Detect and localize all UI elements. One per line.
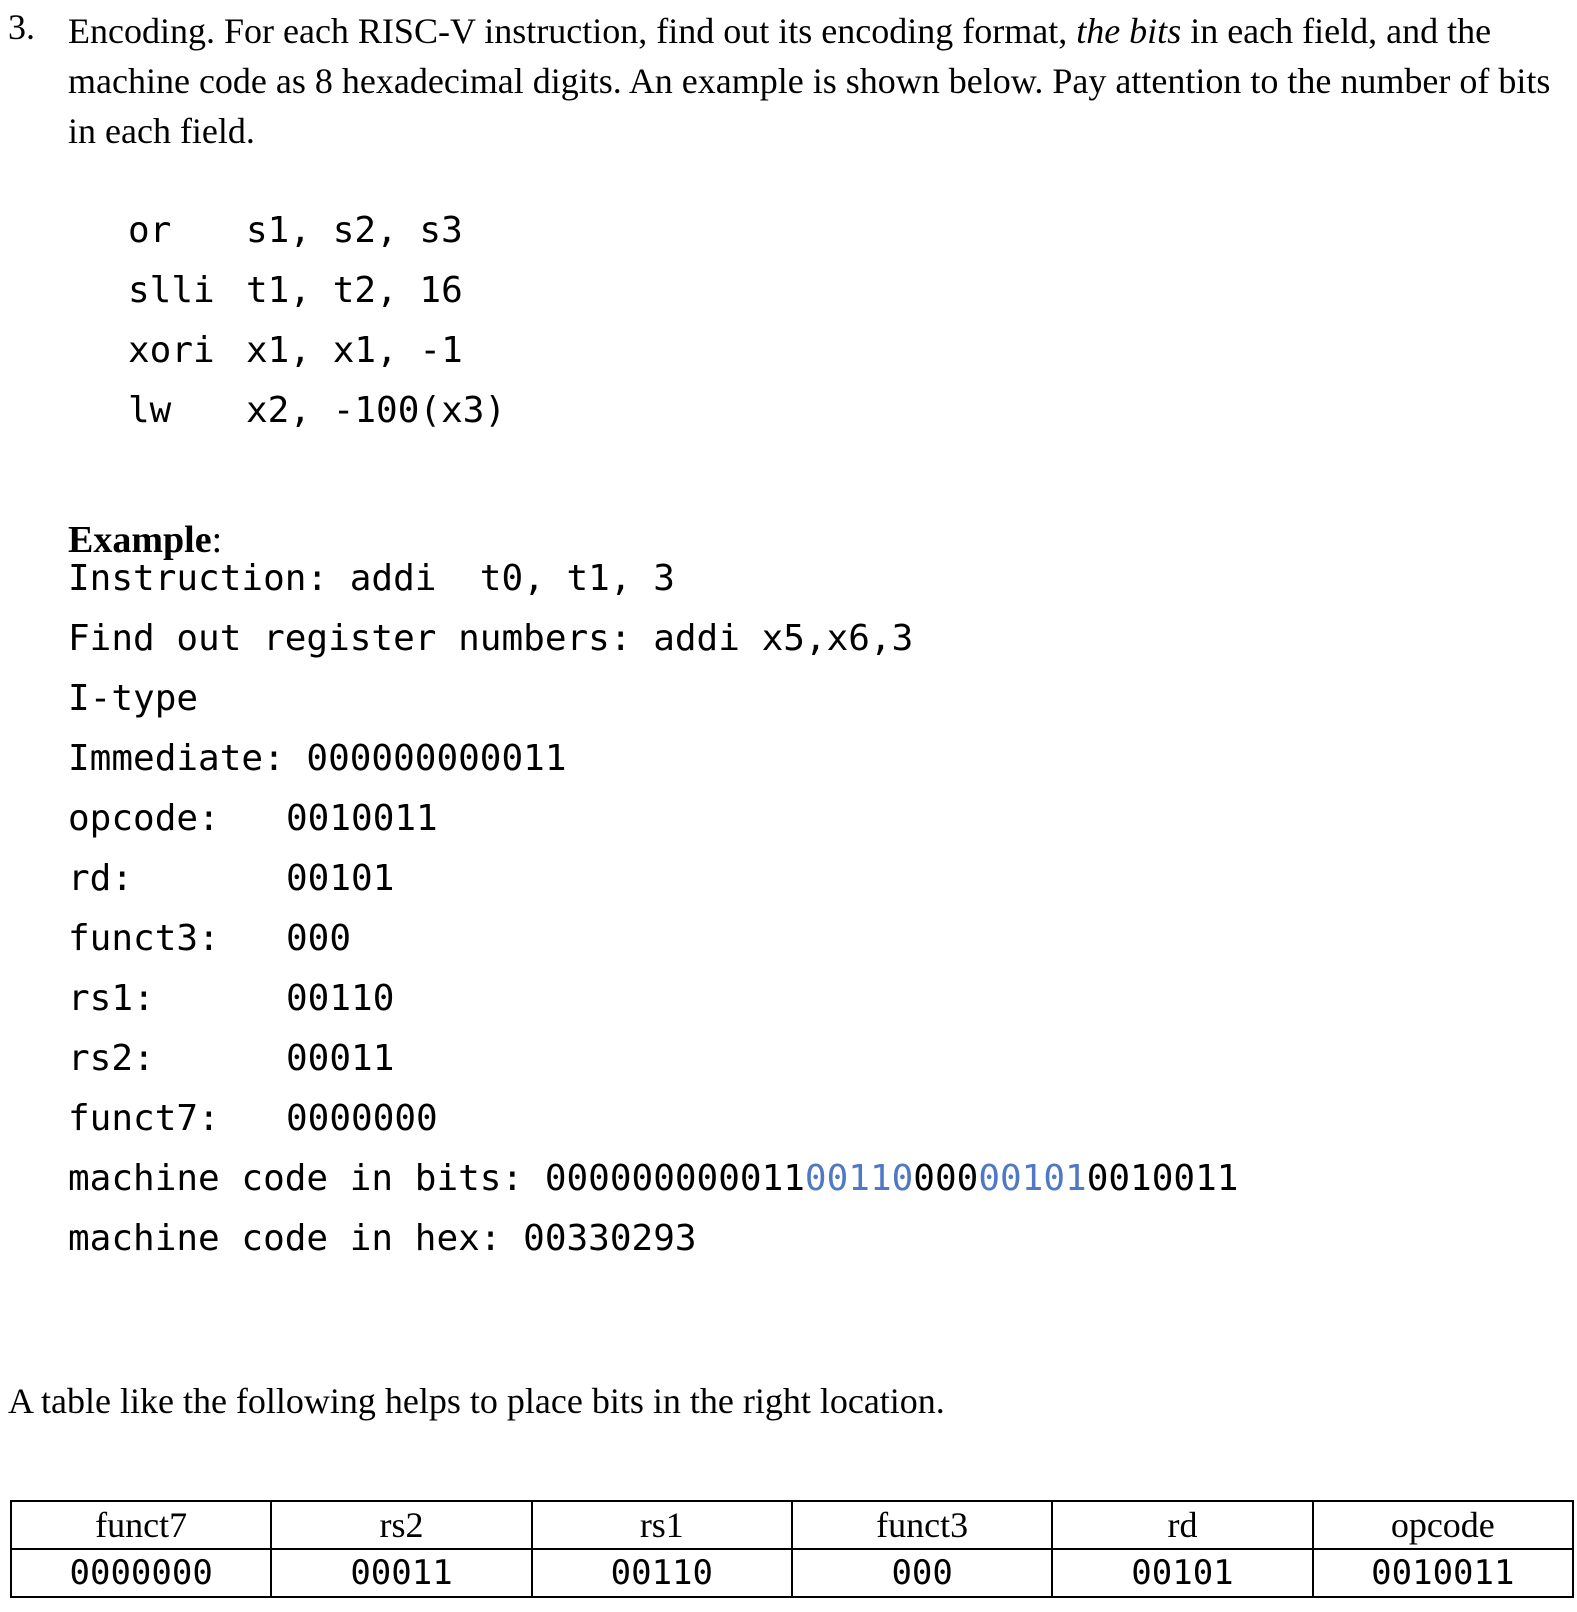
field-value: 00011: [286, 1038, 395, 1079]
instruction-op: or: [128, 210, 172, 251]
example-field: [68, 978, 394, 1019]
example-field: [68, 798, 438, 839]
question-text-part1: Encoding. For each RISC-V instruction, find out its encoding format,: [68, 11, 1077, 51]
value-opcode: 0010011: [1313, 1549, 1573, 1597]
example-field: [68, 1038, 394, 1079]
example-heading: [68, 518, 222, 562]
header-rs1: rs1: [532, 1501, 792, 1549]
header-funct7: funct7: [11, 1501, 271, 1549]
value-rs2: 00011: [271, 1549, 531, 1597]
value-funct7: 0000000: [11, 1549, 271, 1597]
instruction-line: [128, 390, 506, 431]
value-rs1: 00110: [532, 1549, 792, 1597]
field-name: rs1:: [68, 978, 155, 1019]
field-value: 000: [286, 918, 352, 959]
encoding-table-header-row: [11, 1501, 1573, 1549]
example-instruction: Instruction: addi t0, t1, 3: [68, 558, 675, 599]
table-caption: A table like the following helps to place bits in the right location.: [8, 1381, 945, 1421]
instruction-line: [128, 210, 463, 251]
field-value: 0010011: [286, 798, 438, 839]
machine-code-hex: machine code in hex: 00330293: [68, 1218, 697, 1259]
field-value: 00101: [286, 858, 395, 899]
example-label: Example: [68, 519, 212, 561]
example-register-numbers: Find out register numbers: addi x5,x6,3: [68, 618, 914, 659]
example-type: I-type: [68, 678, 199, 719]
instruction-line: [128, 270, 463, 311]
bits-rs1: 00110: [804, 1158, 914, 1199]
encoding-table: [10, 1500, 1574, 1598]
question-number: 3.: [8, 7, 35, 47]
field-name: funct7:: [68, 1098, 220, 1139]
bits-label: machine code in bits:: [68, 1158, 545, 1199]
field-name: rd:: [68, 858, 134, 899]
value-funct3: 000: [792, 1549, 1052, 1597]
example-immediate: Immediate: 000000000011: [68, 738, 567, 779]
encoding-table-value-row: [11, 1549, 1573, 1597]
question-text-italic: the bits: [1076, 11, 1182, 51]
field-name: opcode:: [68, 798, 220, 839]
instruction-args: x1, x1, -1: [246, 330, 463, 371]
example-field: [68, 1098, 438, 1139]
machine-code-bits: [68, 1158, 1238, 1199]
field-name: rs2:: [68, 1038, 155, 1079]
header-funct3: funct3: [792, 1501, 1052, 1549]
value-rd: 00101: [1052, 1549, 1312, 1597]
instruction-args: x2, -100(x3): [246, 390, 507, 431]
instruction-args: t1, t2, 16: [246, 270, 463, 311]
header-opcode: opcode: [1313, 1501, 1573, 1549]
instruction-op: lw: [128, 390, 172, 431]
bits-rd: 00101: [978, 1158, 1087, 1199]
header-rd: rd: [1052, 1501, 1312, 1549]
instruction-op: xori: [128, 330, 215, 371]
bits-opcode: 0010011: [1086, 1158, 1239, 1199]
header-rs2: rs2: [271, 1501, 531, 1549]
instruction-args: s1, s2, s3: [246, 210, 463, 251]
example-label-colon: :: [211, 519, 223, 561]
example-field: [68, 858, 394, 899]
bits-funct3: 000: [913, 1158, 979, 1199]
bits-immediate: 000000000011: [544, 1158, 805, 1199]
field-value: 0000000: [286, 1098, 438, 1139]
example-field: [68, 918, 351, 959]
field-value: 00110: [286, 978, 395, 1019]
instruction-op: slli: [128, 270, 215, 311]
question-text-part2: in each field, and the machine code as 8 hexadecimal digits. An example is shown below. Pay attention to the number of bits in each field.: [68, 11, 1551, 151]
question-text: [68, 6, 1558, 156]
instruction-line: [128, 330, 463, 371]
field-name: funct3:: [68, 918, 220, 959]
